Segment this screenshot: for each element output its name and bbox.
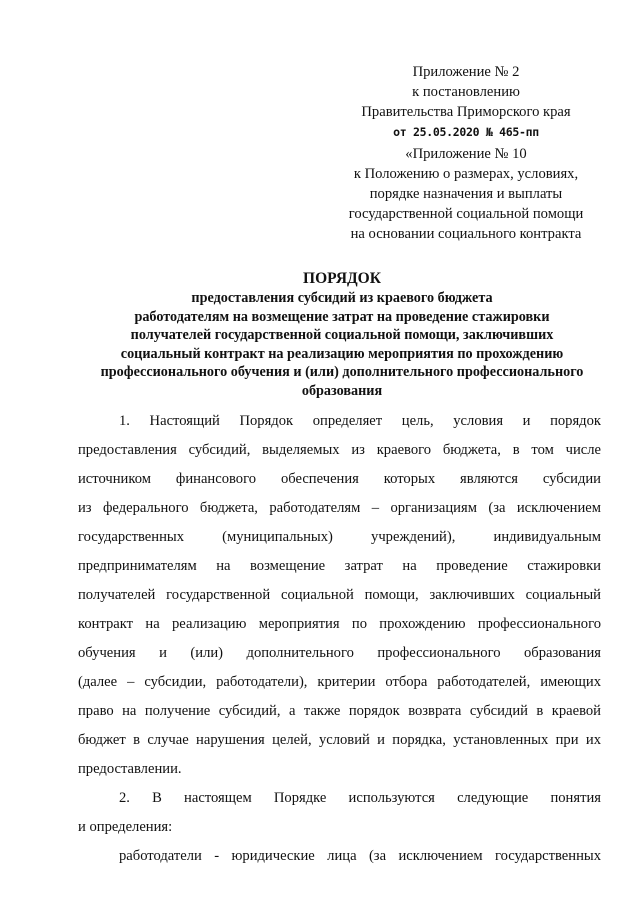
title-line: образования: [301, 382, 383, 399]
paragraph-3-line: работодатели - юридические лица (за исключением государственных: [119, 848, 601, 864]
title-main: ПОРЯДОК: [303, 270, 381, 287]
title-line: социальный контракт на реализацию мероприятия по прохождению: [120, 345, 564, 362]
paragraph-1-line: источником финансового обеспечения которых являются субсидии: [78, 471, 601, 487]
title-line: предоставления субсидий из краевого бюджета: [191, 290, 493, 306]
paragraph-1-line: право на получение субсидий, а также порядок возврата субсидий в краевой: [78, 703, 601, 719]
appendix-10-line: «Приложение № 10: [405, 146, 527, 162]
appendix-2-header: [330, 62, 602, 142]
appendix-10-line: на основании социального контракта: [350, 226, 582, 242]
paragraph-1-line: контракт на реализацию мероприятия по прохождению профессионального: [78, 616, 601, 632]
paragraph-2-line: 2. В настоящем Порядке используются следующие понятия: [119, 790, 601, 806]
paragraph-1-line: предоставлении.: [78, 761, 182, 777]
paragraph-1-line: бюджет в случае нарушения целей, условий и порядка, установленных при их: [78, 732, 601, 748]
paragraph-1-line: государственных (муниципальных) учреждений), индивидуальным: [78, 529, 601, 545]
appendix-2-line: Приложение № 2: [412, 64, 520, 80]
title-line: получателей государственной социальной помощи, заключивших: [130, 327, 554, 343]
paragraph-1-line: обучения и (или) дополнительного профессионального образования: [78, 645, 601, 661]
title-line: профессионального обучения и (или) дополнительного профессионального: [100, 364, 584, 380]
document-title: [60, 269, 624, 400]
paragraph-1-line: 1. Настоящий Порядок определяет цель, условия и порядок: [119, 413, 601, 429]
paragraph-1-line: (далее – субсидии, работодатели), критерии отбора работодателей, имеющих: [78, 674, 601, 690]
appendix-10-header: [330, 144, 602, 244]
paragraph-1-line: предпринимателям на возмещение затрат на проведение стажировки: [78, 558, 601, 574]
title-subtitle: [60, 289, 624, 400]
paragraph-2-line: и определения:: [78, 819, 173, 835]
appendix-10-line: к Положению о размерах, условиях,: [353, 166, 579, 182]
appendix-10-line: порядке назначения и выплаты: [369, 186, 563, 202]
decree-date-number: от 25.05.2020 № 465-пп: [393, 125, 539, 139]
title-line: работодателям на возмещение затрат на проведение стажировки: [134, 308, 550, 325]
paragraph-1-line: из федерального бюджета, работодателям – организациям (за исключением: [78, 500, 601, 516]
paragraph-1-line: предоставления субсидий, выделяемых из краевого бюджета, в том числе: [78, 442, 601, 458]
appendix-2-line: Правительства Приморского края: [361, 104, 571, 120]
paragraph-1-line: получателей государственной социальной помощи, заключивших социальный: [78, 587, 601, 603]
appendix-2-line: к постановлению: [412, 84, 520, 100]
appendix-10-line: государственной социальной помощи: [348, 206, 584, 222]
